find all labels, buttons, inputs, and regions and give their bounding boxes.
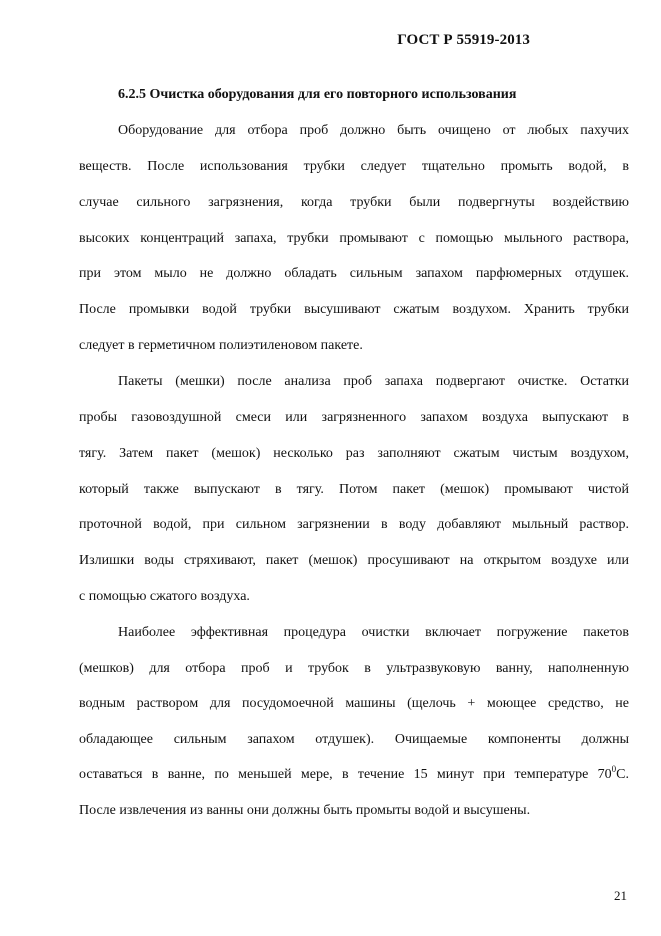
paragraph-2-line-6: Излишки воды стряхивают, пакет (мешок) просушивают на открытом воздухе или — [79, 553, 629, 568]
paragraph-3-line-2: (мешков) для отбора проб и трубок в ультразвуковую ванну, наполненную — [79, 661, 629, 676]
temperature-degree-superscript: 0 — [611, 764, 617, 774]
paragraph-1-line-2: веществ. После использования трубки следует тщательно промыть водой, в — [79, 159, 629, 174]
paragraph-2-line-3: тягу. Затем пакет (мешок) несколько раз заполняют сжатым чистым воздухом, — [79, 446, 629, 461]
temperature-unit: С. — [616, 767, 629, 782]
paragraph-3-line-1: Наиболее эффективная процедура очистки включает погружение пакетов — [118, 625, 629, 640]
paragraph-2-line-7: с помощью сжатого воздуха. — [79, 589, 250, 604]
paragraph-1-line-7: следует в герметичном полиэтиленовом пакете. — [79, 338, 363, 353]
page-number: 21 — [614, 888, 627, 903]
paragraph-1-line-6: После промывки водой трубки высушивают сжатым воздухом. Хранить трубки — [79, 302, 629, 317]
section-title: 6.2.5 Очистка оборудования для его повторного использования — [118, 87, 517, 102]
paragraph-1-line-1: Оборудование для отбора проб должно быть очищено от любых пахучих — [118, 123, 629, 138]
temperature-line-text: оставаться в ванне, по меньшей мере, в течение 15 минут при температуре 70 — [79, 767, 612, 782]
paragraph-1-line-4: высоких концентраций запаха, трубки промывают с помощью мыльного раствора, — [79, 231, 629, 246]
paragraph-1-line-5: при этом мыло не должно обладать сильным запахом парфюмерных отдушек. — [79, 266, 629, 281]
paragraph-2-line-2: пробы газовоздушной смеси или загрязненного запахом воздуха выпускают в — [79, 410, 629, 425]
document-code-header: ГОСТ Р 55919-2013 — [397, 32, 530, 48]
paragraph-2-line-4: который также выпускают в тягу. Потом пакет (мешок) промывают чистой — [79, 482, 629, 497]
paragraph-3-line-4: обладающее сильным запахом отдушек). Очищаемые компоненты должны — [79, 732, 629, 747]
paragraph-3-line-6: После извлечения из ванны они должны быть промыты водой и высушены. — [79, 803, 531, 818]
paragraph-2-line-5: проточной водой, при сильном загрязнении в воду добавляют мыльный раствор. — [79, 517, 629, 532]
paragraph-3-line-5 — [79, 766, 629, 784]
paragraph-2-line-1: Пакеты (мешки) после анализа проб запаха подвергают очистке. Остатки — [118, 374, 629, 389]
paragraph-1-line-3: случае сильного загрязнения, когда трубки были подвергнуты воздействию — [79, 195, 629, 210]
paragraph-3-line-3: водным раствором для посудомоечной машины (щелочь + моющее средство, не — [79, 696, 629, 711]
